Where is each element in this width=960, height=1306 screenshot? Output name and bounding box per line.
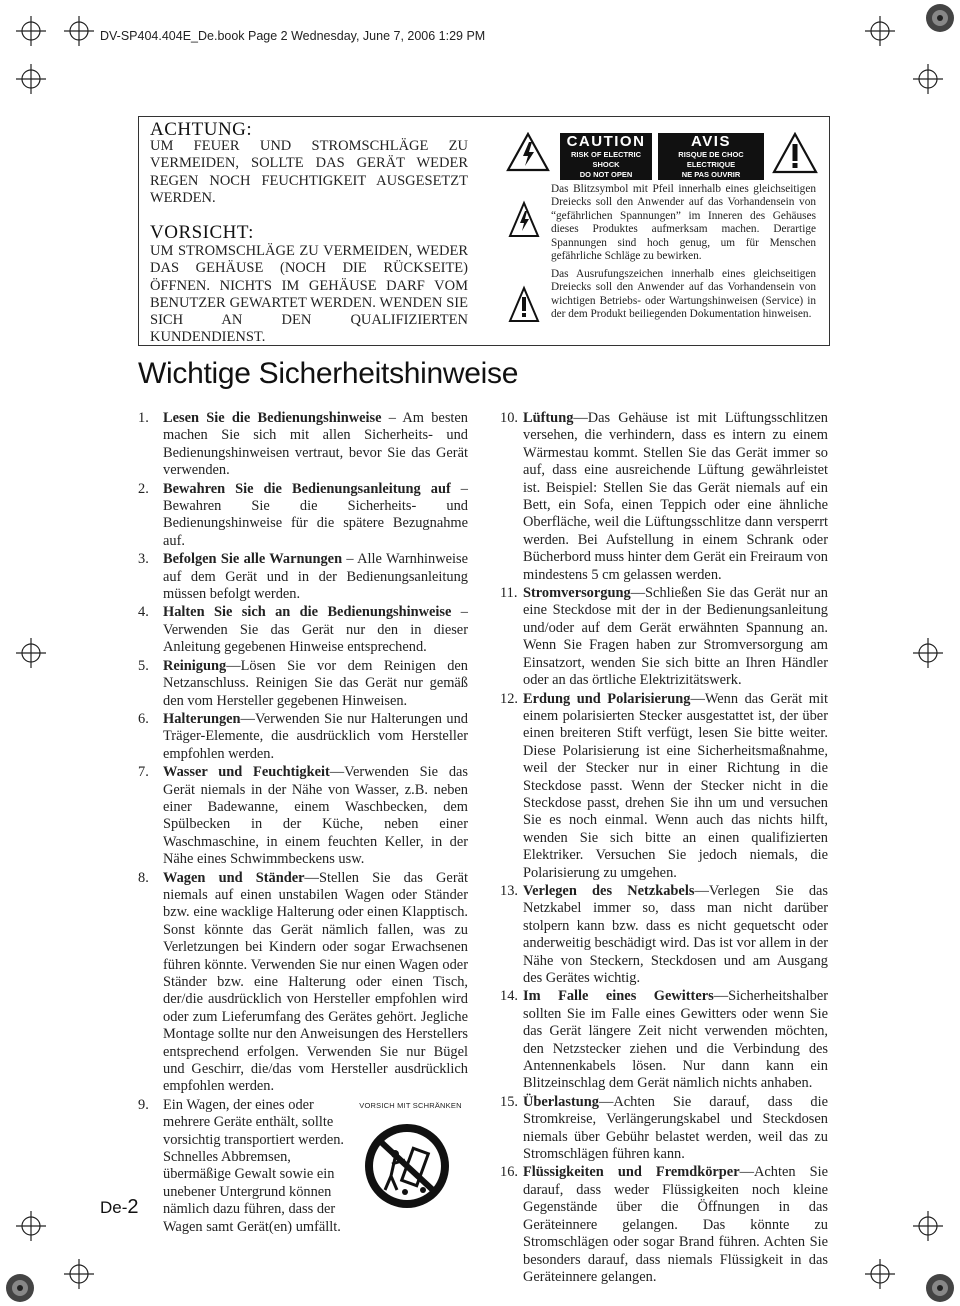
list-item (138, 410, 468, 480)
item-number: 16. (500, 1164, 518, 1181)
book-header: DV-SP404.404E_De.book Page 2 Wednesday, June 7, 2006 1:29 PM (100, 29, 486, 43)
avis-label (658, 133, 764, 179)
item-text: —Das Gehäuse ist mit Lüftungsschlitzen versehen, die verhindern, dass es intern zu einem Wärmestau kommt. Stellen Sie das Gerät immer so auf, dass eine ausreichende Lüftung gewährleistet ist. Beispiel: Stellen Sie das Gerät niemals auf ein Bett, ein Sofa, einen Teppich oder eine ähnliche Oberfläche, weil die Lüftungsschlitze dann versperrt werden. Bei Aufstellung in einem Schrank oder Bücherbord muss hinter dem Gerät ein Freiraum von mindestens 5 cm gelassen werden. (523, 410, 828, 583)
item-lead: Reinigung (163, 657, 227, 674)
achtung-text: UM FEUER UND STROMSCHLÄGE ZU VERMEIDEN, SOLLTE DAS GERÄT WEDER REGEN NOCH FEUCHTIGKEIT AUSGESETZT WERDEN. (150, 138, 468, 206)
item-number: 9. (138, 1096, 149, 1113)
exclamation-triangle-icon (508, 285, 540, 325)
caution-sub2: DO NOT OPEN (560, 170, 652, 180)
item-text: —Stellen Sie das Gerät niemals auf einen unstabilen Wagen oder Ständer bzw. eine wacklige Halterung oder einen Klapptisch. Sonst könnte das Gerät nämlich fallen, was zu Verletzungen bei Kindern oder sogar Erwachsenen führen könnte. Verwenden Sie nur einen Wagen oder Ständer bzw. eine Halterung oder einen Tisch, der/die ausdrücklich von Hersteller empfohlen wird oder zum Lieferumfang des Gerätes gehört. Jegliche Montage sollte nur den Anweisungen des Herstellers entsprechend erfolgen. Verwenden Sie nur Bügel und Geschirr, die/das vom Hersteller ausdrücklich empfohlen werden. (163, 869, 468, 1095)
item-text: —Sicherheitshalber sollten Sie im Falle eines Gewitters oder wenn Sie das Gerät längere Zeit nicht verwenden möchten, den Netzstecker ziehen und die Verbindung des Antennenkabels lösen. Nur dann kann ein Blitzeinschlag dem Gerät nämlich nichts anhaben. (523, 988, 828, 1092)
item-text: —Schließen Sie das Gerät nur an eine Steckdose mit der in der Bedienungsanleitung und/oder auf dem Gerät erwähnten Spannung an. Wenn Sie Fragen haben zur Stromversorgung am Einsatzort, wenden Sie sich bitte an Ihren Händler oder an das örtliche Elektrizitätswerk. (523, 585, 828, 689)
item-text: —Verwenden Sie das Gerät niemals in der Nähe von Wasser, z.B. neben einer Badewanne, einem Waschbecken, dem Spülbecken in der Küche, neben einer Waschmaschine, in einem feuchten Keller, in der Nähe eines Schwimmbeckens usw. (163, 764, 468, 868)
list-item (500, 883, 828, 987)
list-item (138, 604, 468, 656)
exclamation-triangle-icon (772, 132, 818, 174)
instructions-left-column (138, 410, 468, 1237)
item-number: 6. (138, 710, 149, 727)
starburst-mark-icon (926, 4, 954, 32)
item-lead: Lesen Sie die Bedienungshinweise (163, 410, 382, 426)
list-item (138, 551, 468, 603)
page-prefix: De- (100, 1198, 128, 1217)
caution-sub1: RISK OF ELECTRIC SHOCK (560, 150, 652, 170)
item-number: 2. (138, 480, 149, 497)
cart-warning-figure (353, 1097, 468, 1236)
list-item (138, 764, 468, 868)
list-item (138, 711, 468, 763)
item-lead: Flüssigkeiten und Fremdkörper (523, 1164, 740, 1181)
item-number: 1. (138, 410, 149, 426)
item-lead: Halten Sie sich an die Bedienungshinweise (163, 604, 452, 621)
item-number: 14. (500, 988, 518, 1005)
item-lead: Erdung und Polarisierung (523, 690, 691, 707)
exclamation-symbol-description: Das Ausrufungszeichen innerhalb eines gleichseitigen Dreiecks soll den Anwender auf das Vorhandensein von wichtigen Betriebs- oder Wartungshinweisen (Service) in der dem Produkt beiliegenden Dokumentation hinweisen. (551, 268, 816, 321)
avis-sub2: NE PAS OUVRIR (658, 170, 764, 180)
vorsicht-text: UM STROMSCHLÄGE ZU VERMEIDEN, WEDER DAS GEHÄUSE (NOCH DIE RÜCKSEITE) ÖFFNEN. NICHTS IM GEHÄUSE DARF VOM BENUTZER GEWARTET WERDEN. WENDEN SIE SICH AN DEN QUALIFIZIERTEN KUNDENDIENST. (150, 243, 468, 346)
crosshair-icon (913, 638, 943, 668)
list-item (500, 1094, 828, 1164)
item-lead: Überlastung (523, 1093, 599, 1110)
list-item (138, 1097, 468, 1236)
crosshair-icon (64, 1259, 94, 1289)
starburst-mark-icon (926, 1274, 954, 1302)
crosshair-icon (865, 1259, 895, 1289)
caution-title: CAUTION (560, 133, 652, 150)
item-number: 11. (500, 585, 518, 602)
item-lead: Befolgen Sie alle Warnungen (163, 551, 343, 568)
crosshair-icon (16, 638, 46, 668)
item-lead: Lüftung (523, 410, 574, 426)
list-item (500, 410, 828, 584)
item-lead: Bewahren Sie die Bedienungsanleitung auf (163, 480, 451, 497)
page-number-value: 2 (127, 1196, 139, 1218)
item-number: 12. (500, 690, 518, 707)
lightning-triangle-icon (506, 132, 550, 172)
caution-label (560, 133, 652, 179)
list-item (500, 585, 828, 689)
section-title: Wichtige Sicherheitshinweise (138, 357, 519, 390)
item-text: – Verwenden Sie das Gerät nur den in dieser Anleitung gegebenen Hinweise entsprechend. (163, 604, 469, 656)
crosshair-icon (16, 64, 46, 94)
instructions-right-column (500, 410, 828, 1287)
item-number: 8. (138, 869, 149, 886)
list-item (500, 691, 828, 882)
page-number (100, 1196, 139, 1219)
cart-tip-over-icon (361, 1120, 461, 1210)
list-item (138, 481, 468, 551)
item-lead: Stromversorgung (523, 585, 631, 602)
item-text: —Lösen Sie vor dem Reinigen den Netzanschluss. Reinigen Sie das Gerät nur gemäß den vom Hersteller gegebenen Hinweisen. (163, 657, 468, 709)
item-text: – Bewahren Sie die Sicherheits- und Bedienungshinweise für die spätere Bezugnahme auf. (163, 480, 468, 549)
item-number: 10. (500, 410, 518, 426)
item-text: —Verlegen Sie das Netzkabel immer so, dass man nicht darüber stolpern kann bzw. dass es nicht gequetscht oder anderweitig beschädigt wird. Das ist vor allem in der Nähe von Steckern, Steckdosen und am Ausgang des Gerätes wichtig. (523, 882, 829, 986)
item-text: —Verwenden Sie nur Halterungen und Träger-Elemente, die ausdrücklich vom Hersteller empfohlen werden. (163, 710, 468, 762)
starburst-mark-icon (6, 1274, 34, 1302)
item-lead: Halterungen (163, 710, 241, 727)
crosshair-icon (16, 1211, 46, 1241)
list-item (138, 658, 468, 710)
avis-sub1: RISQUE DE CHOC ELECTRIQUE (658, 150, 764, 170)
item-text: —Achten Sie darauf, dass die Stromkreise, Verlängerungskabel und Steckdosen niemals über Gebühr belastet werden, weil das zu Stromschlägen führen kann. (523, 1093, 828, 1163)
crosshair-icon (865, 16, 895, 46)
item-lead: Wagen und Ständer (163, 869, 305, 886)
item-text: – Am besten machen Sie sich mit allen Sicherheits- und Bedienungshinweisen vertraut, bevor Sie das Gerät verwenden. (163, 410, 469, 479)
item-text: Ein Wagen, der eines oder mehrere Geräte enthält, sollte vorsichtig transportiert werden. Schnelles Abbremsen, übermäßige Gewalt sowie ein unebener Untergrund können nämlich dazu führen, dass der Wagen samt Gerät(en) umfällt. (163, 1096, 345, 1235)
crosshair-icon (913, 1211, 943, 1241)
list-item (500, 988, 828, 1092)
achtung-title: ACHTUNG: (150, 119, 253, 140)
crosshair-icon (64, 16, 94, 46)
item-number: 4. (138, 604, 149, 621)
lightning-symbol-description: Das Blitzsymbol mit Pfeil innerhalb eines gleichseitigen Dreiecks soll den Anwender auf das Vorhandensein von “gefährlichen Spannungen” im Inneren des Gehäuses dieses Produktes aufmerksam machen. Derartige Spannungen sind hoch genug, um für Menschen gefährliche Schläge zu bewirken. (551, 183, 816, 263)
cart-caption: VORSICH MIT SCHRÄNKEN (359, 1100, 462, 1110)
avis-title: AVIS (658, 133, 764, 150)
item-number: 13. (500, 882, 518, 899)
item-number: 3. (138, 551, 149, 568)
lightning-triangle-icon (508, 200, 540, 240)
list-item (500, 1164, 828, 1286)
item-lead: Verlegen des Netzkabels (523, 882, 695, 899)
item-text: – Alle Warnhinweise auf dem Gerät und in der Bedienungsanleitung müssen befolgt werden. (163, 551, 468, 603)
item-number: 7. (138, 764, 149, 781)
item-lead: Wasser und Feuchtigkeit (163, 764, 330, 781)
item-lead: Im Falle eines Gewitters (523, 988, 714, 1005)
vorsicht-title: VORSICHT: (150, 222, 254, 243)
crosshair-icon (913, 64, 943, 94)
item-text: —Achten Sie darauf, dass weder Flüssigkeiten noch kleine Gegenstände über die Öffnungen in das Geräteinnere gelangen. Das könnte zu Stromschlägen oder sogar Brand führen. Achten Sie besonders darauf, dass niemals Flüssigkeit in das Geräteinnere gelangen. (523, 1164, 829, 1285)
crosshair-icon (16, 16, 46, 46)
item-number: 5. (138, 657, 149, 674)
item-text: —Wenn das Gerät mit einem polarisierten Stecker ausgestattet ist, der über einen breiteren Stift verfügt, lesen Sie bitte weiter. Diese Polarisierung ist eine Sicherheitsmaßnahme, weil der Stecker nur in einer Richtung in die Steckdose passt. Wenn der Stecker nicht in die Steckdose passt, drehen Sie ihn um und versuchen Sie es noch einmal. Wenn auch das nichts hilft, wenden Sie sich bitte an einen qualifizierten Elektriker. Versuchen Sie jedoch niemals, die Polarisierung zu umgehen. (523, 690, 828, 881)
list-item (138, 870, 468, 1096)
item-number: 15. (500, 1093, 518, 1110)
